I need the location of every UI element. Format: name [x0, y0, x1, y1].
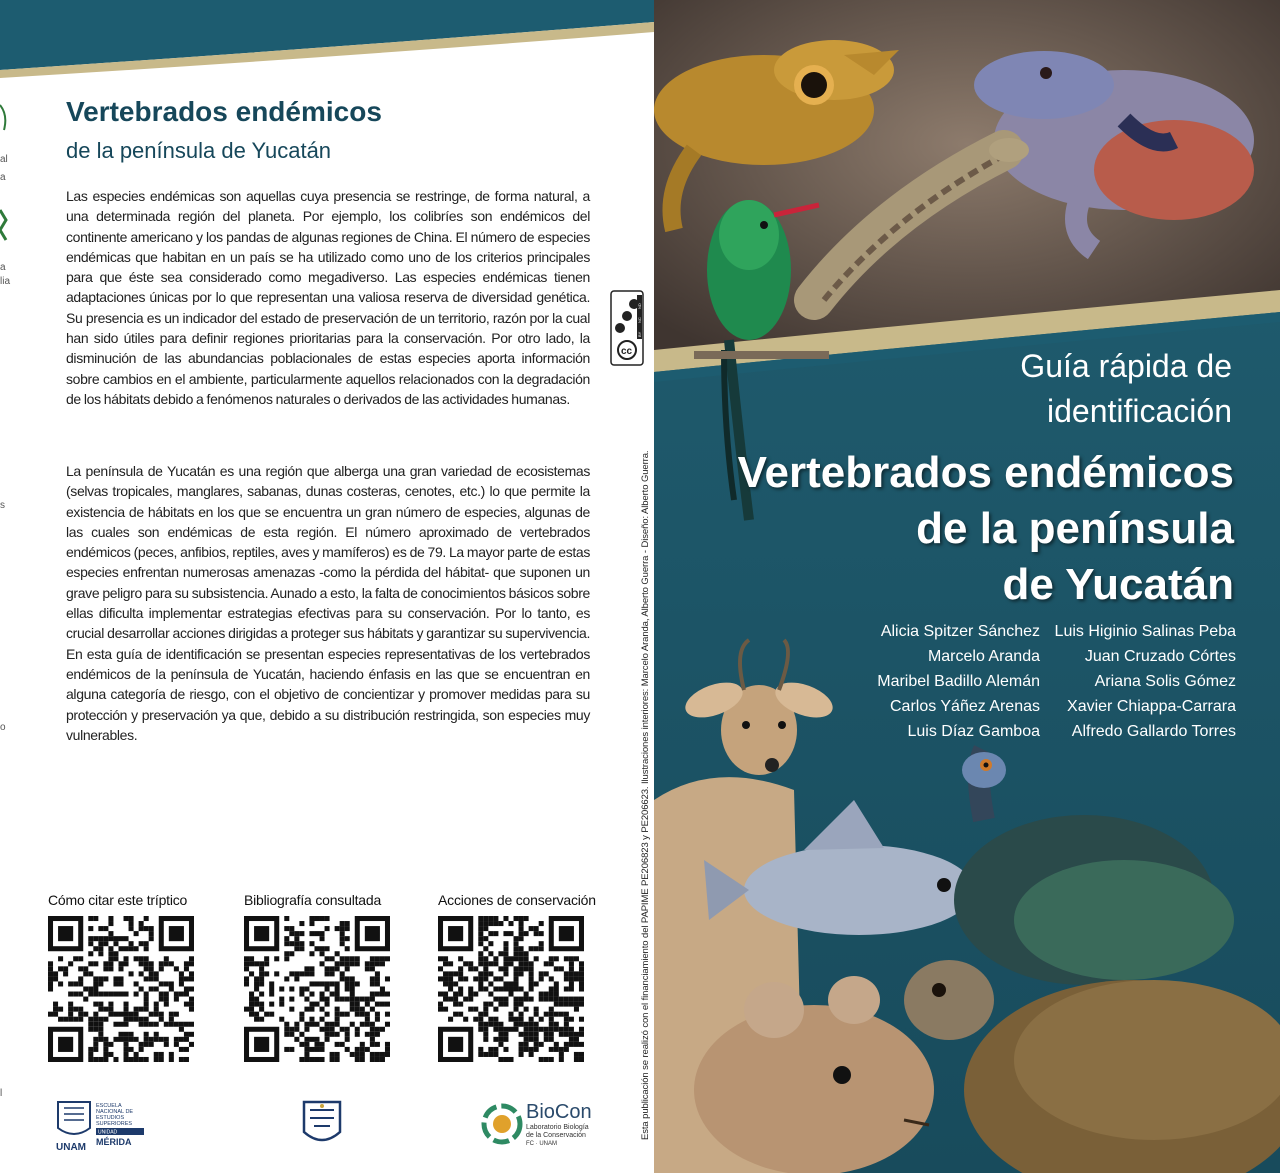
unam-caption: UNAM — [56, 1142, 86, 1153]
license-tag: NC — [637, 317, 642, 323]
edge-plant-icon — [0, 100, 10, 140]
front-cover — [654, 0, 1280, 1173]
author-name: Alicia Spitzer Sánchez — [880, 623, 1040, 640]
back-title: Vertebrados endémicos — [66, 96, 382, 127]
license-tag: BY — [637, 331, 642, 337]
funding-credits: Esta publicación se realizó con el financiamiento del PAPIME PE206823 y PE206623. Ilustraciones interiores: Marcelo Aranda, Alberto Guerra - Diseño: Alberto Guerra. — [640, 450, 651, 1140]
cover-guide-line1: Guía rápida de — [1020, 348, 1232, 384]
author-name: Luis Higinio Salinas Peba — [1054, 623, 1236, 640]
enes-line: NACIONAL DE — [96, 1109, 134, 1115]
edge-fragment: s — [0, 500, 5, 511]
qr-code-icon[interactable] — [48, 916, 194, 1062]
author-name: Maribel Badillo Alemán — [877, 673, 1040, 690]
cover-title-line2: de la península — [916, 504, 1234, 553]
biocon-logo — [478, 1094, 600, 1161]
cover-title-line1: Vertebrados endémicos — [737, 448, 1234, 497]
svg-text:cc: cc — [621, 346, 633, 357]
intro-paragraph: Las especies endémicas son aquellas cuya presencia se restringe, de forma natural, a una determinada región del planeta. Por ejemplo, los colibríes son endémicos del continente americano y los pandas de algunas regiones de China. El número de especies endémicas que habitan en un país se ha utilizado como uno de los criterios principales para que éste sea considerado como megadiverso. Las especies endémicas tienen adaptaciones únicas por lo que representan una valiosa reserva de diversidad genética. Su presencia es un indicador del estado de preservación de un territorio, razón por la cual han sido útiles para definir regiones prioritarias para la conservación. Por otro lado, la disminución de las abundancias poblacionales de estas especies aporta información sobre cambios en el ambiente, particularmente aquellos relacionados con la degradación de los hábitats debido a fenómenos naturales o derivados de las actividades humanas. — [66, 188, 590, 407]
license-tag: ND — [637, 303, 642, 309]
enes-line: ESCUELA — [96, 1103, 122, 1109]
biocon-line: de la Conservación — [526, 1132, 586, 1139]
edge-fragment: o — [0, 722, 6, 733]
enes-unit: UNIDAD — [98, 1129, 118, 1136]
author-name: Juan Cruzado Córtes — [1084, 648, 1236, 665]
qr-section-conservation[interactable] — [438, 892, 598, 1067]
unam-shield-icon — [54, 1098, 149, 1156]
top-decorative-band — [0, 0, 654, 80]
back-subtitle: de la península de Yucatán — [66, 138, 332, 163]
unam-crest-icon — [300, 1098, 344, 1152]
biocon-globe-icon — [478, 1094, 600, 1156]
author-name: Carlos Yáñez Arenas — [889, 698, 1040, 715]
qr-section-bibliography[interactable] — [244, 892, 404, 1067]
edge-fragment: a — [0, 172, 6, 183]
qr-label: Cómo citar este tríptico — [48, 892, 188, 908]
second-paragraph: La península de Yucatán es una región que alberga una gran variedad de ecosistemas (selvas tropicales, manglares, sabanas, dunas costeras, cenotes, etc.) lo que permite la existencia de hábitats en los que se encuentra un gran número de especies, algunas de las cuales son endémicas de esta región. El número aproximado de vertebrados endémicos (peces, anfibios, reptiles, aves y mamíferos) es de 79. La mayor parte de estas especies enfrentan numerosas amenazas -como la pérdida del hábitat- que suponen un grave peligro para su subsistencia. Aunado a esto, la falta de conocimientos básicos sobre ellas dificulta implementar estrategias efectivas para su conservación. Por lo tanto, es crucial desarrollar acciones dirigidas a proteger sus hábitats y garantizar su supervivencia. En esta guía de identificación se presentan especies representativas de los vertebrados endémicos de la península de Yucatán, haciendo énfasis en las que se encuentran en alguna categoría de riesgo, con el objetivo de concientizar y promover medidas para su protección y preservación ya que, debido a su distribución restringida, son especies muy vulnerables. — [66, 463, 590, 743]
cover-guide-line2: identificación — [1047, 393, 1232, 429]
author-name: Luis Díaz Gamboa — [907, 723, 1040, 740]
edge-fragment: l — [0, 1088, 3, 1099]
edge-fragment: al — [0, 154, 8, 165]
enes-line: ESTUDIOS — [96, 1115, 125, 1121]
enes-merida-logo — [54, 1098, 149, 1161]
qr-label: Bibliografía consultada — [244, 892, 382, 908]
authors-column-left — [877, 619, 1040, 744]
edge-tree-icon — [0, 205, 8, 245]
qr-code-icon[interactable] — [438, 916, 584, 1062]
edge-fragment: lia — [0, 276, 11, 287]
authors-column-right — [1055, 619, 1236, 744]
author-name: Marcelo Aranda — [927, 648, 1040, 665]
qr-label: Acciones de conservación — [438, 892, 596, 908]
unam-shield-logo — [300, 1098, 344, 1157]
biocon-name: BioCon — [526, 1101, 592, 1123]
cover-title-line3: de Yucatán — [1002, 560, 1234, 609]
author-name: Ariana Solis Gómez — [1094, 673, 1236, 690]
enes-line: SUPERIORES — [96, 1121, 133, 1127]
author-name: Xavier Chiappa-Carrara — [1067, 698, 1236, 715]
qr-code-icon[interactable] — [244, 916, 390, 1062]
edge-fragment: a — [0, 262, 6, 273]
qr-section-cite[interactable] — [48, 892, 208, 1067]
creative-commons-license-icon — [610, 290, 644, 366]
enes-city: MÉRIDA — [96, 1137, 132, 1147]
folded-panel-edge — [0, 90, 11, 1099]
biocon-line: FC · UNAM — [526, 1141, 557, 1147]
biocon-line: Laboratorio Biología — [526, 1124, 589, 1131]
author-name: Alfredo Gallardo Torres — [1071, 723, 1236, 740]
